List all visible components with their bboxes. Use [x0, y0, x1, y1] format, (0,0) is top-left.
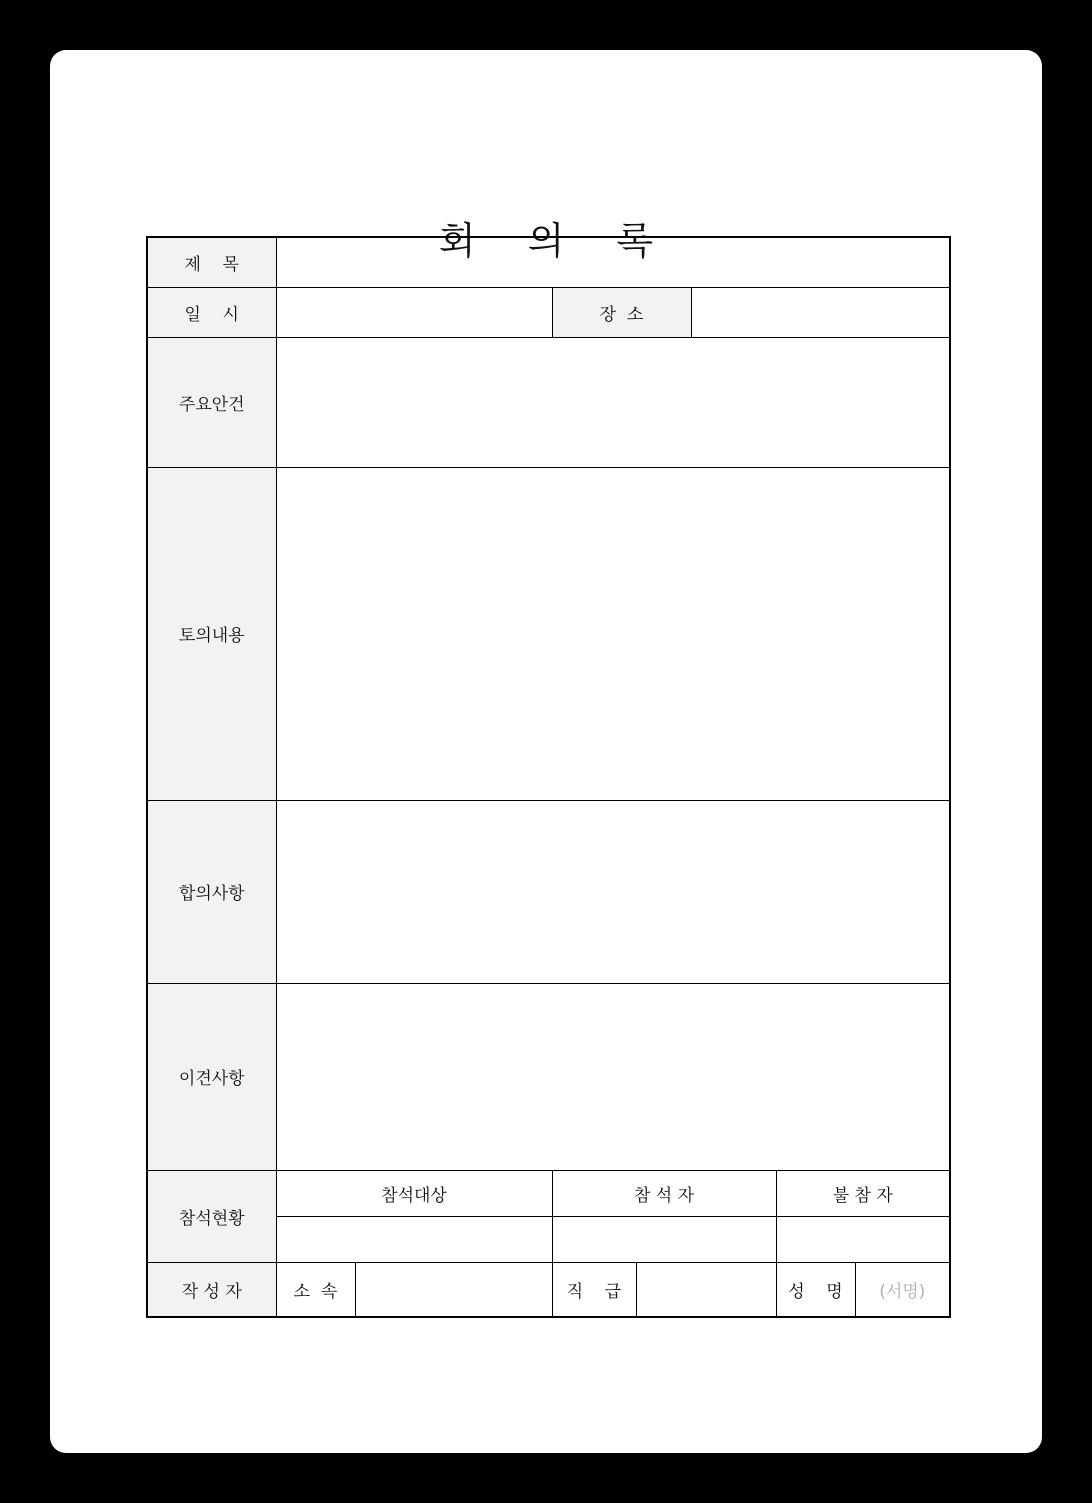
row-datetime-place: [147, 287, 950, 337]
agreement-field[interactable]: [276, 800, 950, 983]
row-agreement: [147, 800, 950, 983]
document-title: 회 의 록: [438, 219, 654, 263]
attendance-header-target: 참석대상: [276, 1170, 552, 1216]
datetime-field[interactable]: [276, 287, 552, 337]
row-discussion: [147, 467, 950, 800]
row-subject: [147, 237, 950, 287]
row-author: [147, 1262, 950, 1317]
attendance-label: 참석현황: [147, 1170, 276, 1262]
subject-field[interactable]: [276, 237, 950, 287]
row-dissent: [147, 983, 950, 1170]
attendance-target-field[interactable]: [276, 1216, 552, 1262]
rank-label: 직 급: [552, 1262, 636, 1317]
place-field[interactable]: [691, 287, 950, 337]
attendance-header-absent: 불 참 자: [776, 1170, 950, 1216]
affiliation-field[interactable]: [355, 1262, 552, 1317]
dissent-field[interactable]: [276, 983, 950, 1170]
attendance-header-present: 참 석 자: [552, 1170, 776, 1216]
agenda-field[interactable]: [276, 337, 950, 467]
discussion-field[interactable]: [276, 467, 950, 800]
discussion-label: 토의내용: [147, 467, 276, 800]
place-label: 장 소: [552, 287, 691, 337]
rank-field[interactable]: [636, 1262, 776, 1317]
agreement-label: 합의사항: [147, 800, 276, 983]
datetime-label: 일 시: [147, 287, 276, 337]
attendance-present-field[interactable]: [552, 1216, 776, 1262]
attendance-absent-field[interactable]: [776, 1216, 950, 1262]
row-attendance-header: [147, 1170, 950, 1216]
name-label: 성 명: [776, 1262, 855, 1317]
affiliation-label: 소 속: [276, 1262, 355, 1317]
dissent-label: 이견사항: [147, 983, 276, 1170]
author-label: 작 성 자: [147, 1262, 276, 1317]
row-agenda: [147, 337, 950, 467]
agenda-label: 주요안건: [147, 337, 276, 467]
minutes-form: [146, 236, 951, 1318]
subject-label: 제 목: [147, 237, 276, 287]
document-sheet: [50, 50, 1042, 1453]
signature-field[interactable]: (서명): [855, 1262, 950, 1317]
